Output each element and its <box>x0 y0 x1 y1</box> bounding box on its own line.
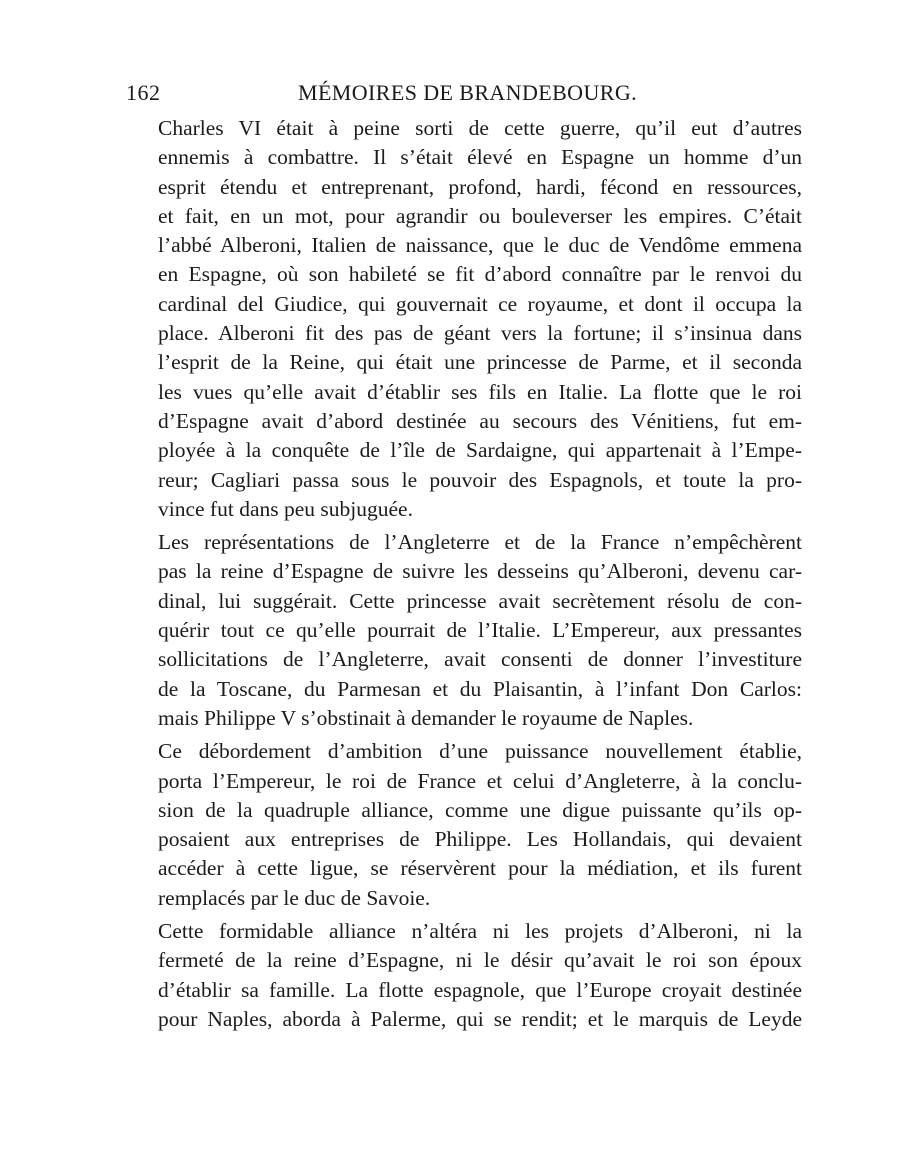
text-line: d’Espagne avait d’abord destinée au secours des Vénitiens, fut em- <box>158 408 802 433</box>
text-line: mais Philippe V s’obstinait à demander le royaume de Naples. <box>158 705 694 730</box>
text-line: fermeté de la reine d’Espagne, ni le désir qu’avait le roi son époux <box>158 948 802 973</box>
text-line: Cette formidable alliance n’altéra ni les projets d’Alberoni, ni la <box>158 919 802 944</box>
text-line: remplacés par le duc de Savoie. <box>158 885 431 910</box>
text-line: posaient aux entreprises de Philippe. Les Hollandais, qui devaient <box>158 827 802 852</box>
text-line: en Espagne, où son habileté se fit d’abord connaître par le renvoi du <box>158 262 802 287</box>
text-line: ployée à la conquête de l’île de Sardaigne, qui appartenait à l’Empe- <box>158 438 802 463</box>
text-line: quérir tout ce qu’elle pourrait de l’Italie. L’Empereur, aux pressantes <box>158 618 802 643</box>
text-line: Les représentations de l’Angleterre et de la France n’empêchèrent <box>158 530 802 555</box>
text-line: Charles VI était à peine sorti de cette guerre, qu’il eut d’autres <box>158 116 802 140</box>
text-line: l’abbé Alberoni, Italien de naissance, que le duc de Vendôme emmena <box>158 233 802 258</box>
text-line: place. Alberoni fit des pas de géant vers la fortune; il s’insinua dans <box>158 321 802 346</box>
text-line: pour Naples, aborda à Palerme, qui se rendit; et le marquis de Leyde <box>158 1006 802 1031</box>
text-line: vince fut dans peu subjuguée. <box>158 496 413 521</box>
running-title: MÉMOIRES DE BRANDEBOURG. <box>298 80 638 105</box>
paragraph-3 <box>124 737 802 913</box>
text-line: Ce débordement d’ambition d’une puissance nouvellement établie, <box>158 739 802 764</box>
paragraph-1 <box>124 114 802 524</box>
text-line: l’esprit de la Reine, qui était une princesse de Parme, et il seconda <box>158 350 802 375</box>
text-line: dinal, lui suggérait. Cette princesse avait secrètement résolu de con- <box>158 588 802 613</box>
text-line: reur; Cagliari passa sous le pouvoir des Espagnols, et toute la pro- <box>158 467 802 492</box>
paragraph-4 <box>124 917 802 1034</box>
text-line: d’établir sa famille. La flotte espagnole, que l’Europe croyait destinée <box>158 977 802 1002</box>
text-line: ennemis à combattre. Il s’était élevé en Espagne un homme d’un <box>158 145 802 170</box>
text-line: cardinal del Giudice, qui gouvernait ce royaume, et dont il occupa la <box>158 291 802 316</box>
text-line: porta l’Empereur, le roi de France et celui d’Angleterre, à la conclu- <box>158 768 802 793</box>
book-page <box>124 74 802 1034</box>
page-number: 162 <box>126 80 161 105</box>
text-line: sollicitations de l’Angleterre, avait consenti de donner l’investiture <box>158 647 802 672</box>
text-line: de la Toscane, du Parmesan et du Plaisantin, à l’infant Don Carlos: <box>158 676 802 701</box>
body-text <box>124 114 802 1034</box>
text-line: accéder à cette ligue, se réservèrent pour la médiation, et ils furent <box>158 856 802 881</box>
paragraph-2 <box>124 528 802 733</box>
text-line: esprit étendu et entreprenant, profond, hardi, fécond en ressources, <box>158 174 802 199</box>
running-head <box>124 74 802 114</box>
text-line: les vues qu’elle avait d’établir ses fils en Italie. La flotte que le roi <box>158 379 802 404</box>
text-line: pas la reine d’Espagne de suivre les desseins qu’Alberoni, devenu car- <box>158 559 802 584</box>
text-line: sion de la quadruple alliance, comme une digue puissante qu’ils op- <box>158 797 802 822</box>
text-line: et fait, en un mot, pour agrandir ou bouleverser les empires. C’était <box>158 203 802 228</box>
